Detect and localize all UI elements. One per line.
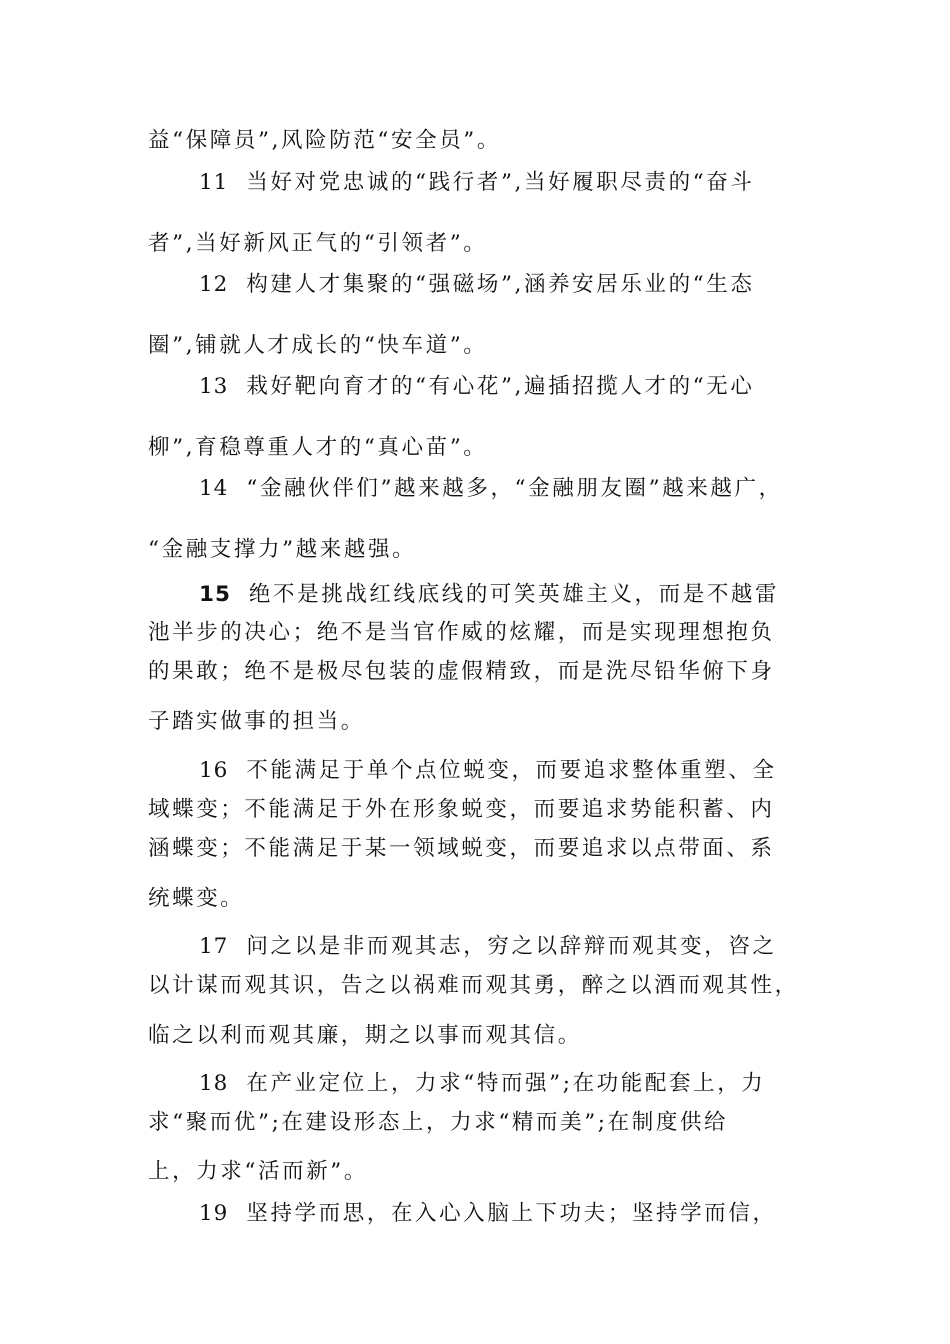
line-text: 坚持学而思，在入心入脑上下功夫；坚持学而信， — [246, 1201, 777, 1226]
item-number: 14 — [199, 476, 229, 501]
item-number: 11 — [199, 170, 229, 195]
item-number: 12 — [199, 272, 229, 297]
text-line — [148, 1157, 808, 1187]
text-line — [148, 618, 808, 648]
line-text: 以计谋而观其识，告之以祸难而观其勇，醉之以酒而观其性， — [148, 973, 799, 998]
text-line — [148, 971, 808, 1001]
item-number: 16 — [199, 758, 229, 783]
text-line — [148, 884, 808, 914]
text-line — [148, 657, 808, 687]
numbered-line — [199, 580, 809, 610]
line-text: 统蝶变。 — [148, 886, 245, 911]
numbered-line — [199, 168, 809, 198]
line-text: 者”,当好新风正气的“引领者”。 — [148, 231, 488, 256]
line-text: 涵蝶变；不能满足于某一领域蜕变，而要追求以点带面、系 — [148, 836, 775, 861]
line-text: 构建人才集聚的“强磁场”,涵养安居乐业的“生态 — [246, 272, 755, 297]
line-text: 当好对党忠诚的“践行者”,当好履职尽责的“奋斗 — [246, 170, 755, 195]
line-text: 不能满足于单个点位蜕变，而要追求整体重塑、全 — [246, 758, 777, 783]
text-line — [148, 707, 808, 737]
line-text: 绝不是挑战红线底线的可笑英雄主义，而是不越雷 — [248, 582, 780, 607]
line-text: 问之以是非而观其志，穷之以辞辩而观其变，咨之 — [246, 934, 777, 959]
line-text: 益“保障员”,风险防范“安全员”。 — [148, 128, 502, 153]
numbered-line — [199, 932, 809, 962]
line-text: 上，力求“活而新”。 — [148, 1159, 368, 1184]
item-number: 18 — [199, 1071, 229, 1096]
line-text: 圈”,铺就人才成长的“快车道”。 — [148, 333, 488, 358]
line-text: 栽好靶向育才的“有心花”,遍插招揽人才的“无心 — [246, 374, 755, 399]
numbered-line — [199, 270, 809, 300]
numbered-line — [199, 372, 809, 402]
line-text: “金融伙伴们”越来越多，“金融朋友圈”越来越广， — [246, 476, 783, 501]
item-number: 15 — [199, 582, 231, 607]
numbered-line — [199, 1069, 809, 1099]
text-line — [148, 1108, 808, 1138]
line-text: 在产业定位上，力求“特而强”;在功能配套上，力 — [246, 1071, 766, 1096]
numbered-line — [199, 1199, 809, 1229]
text-line — [148, 433, 808, 463]
item-number: 17 — [199, 934, 229, 959]
line-text: 域蝶变；不能满足于外在形象蜕变，而要追求势能积蓄、内 — [148, 797, 775, 822]
line-text: 求“聚而优”;在建设形态上，力求“精而美”;在制度供给 — [148, 1110, 729, 1135]
line-text: “金融支撑力”越来越强。 — [148, 537, 417, 562]
text-line — [148, 834, 808, 864]
text-line — [148, 795, 808, 825]
text-line — [148, 126, 808, 156]
text-line — [148, 331, 808, 361]
line-text: 柳”,育稳尊重人才的“真心苗”。 — [148, 435, 488, 460]
item-number: 19 — [199, 1201, 229, 1226]
line-text: 池半步的决心；绝不是当官作威的炫耀，而是实现理想抱负 — [148, 620, 775, 645]
numbered-line — [199, 474, 809, 504]
item-number: 13 — [199, 374, 229, 399]
text-line — [148, 229, 808, 259]
line-text: 临之以利而观其廉，期之以事而观其信。 — [148, 1023, 582, 1048]
line-text: 子踏实做事的担当。 — [148, 709, 365, 734]
line-text: 的果敢；绝不是极尽包装的虚假精致，而是洗尽铅华俯下身 — [148, 659, 775, 684]
numbered-line — [199, 756, 809, 786]
text-line — [148, 535, 808, 565]
text-line — [148, 1021, 808, 1051]
